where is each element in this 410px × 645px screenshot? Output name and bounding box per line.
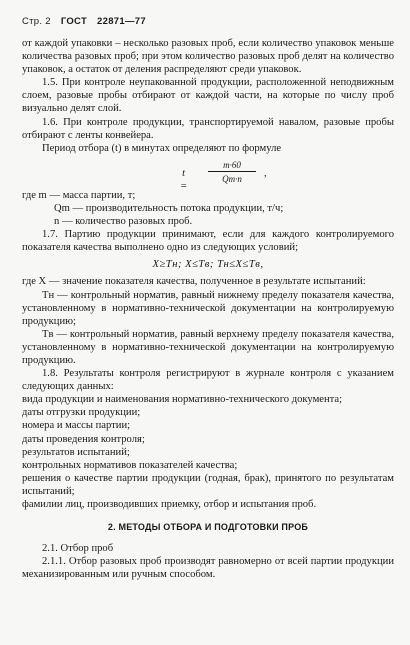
page-header (22, 16, 153, 27)
standard-number: 22871—77 (97, 16, 146, 27)
list-item: решения о качестве партии продукции (годная, брак), принятого по результатам испытаний; (22, 472, 394, 497)
where-q: Qm — производительность потока продукции, т/ч; (54, 202, 284, 214)
journal-items-list (22, 393, 394, 511)
where-n: n — количество разовых проб. (54, 216, 193, 228)
paragraph-1-7: 1.7. Партию продукции принимают, если для каждого контролируемого показателя качества выполнено одно из следующих условий; (22, 229, 394, 254)
subsection-2-1: 2.1. Отбор проб (42, 543, 114, 555)
formula-lhs: t = (180, 167, 188, 192)
document-body (22, 37, 394, 581)
paragraph-1-5: 1.5. При контроле неупакованной продукции, расположенной неподвижным слоем, разовые пробы отбирают от каждой части, на которые по числу проб визуально делят слой. (22, 77, 394, 115)
list-item: вида продукции и наименования нормативно-технического документа; (22, 394, 343, 406)
where-m: где m — масса партии, т; (22, 189, 136, 201)
list-item: фамилии лиц, производивших приемку, отбор и испытания проб. (22, 499, 317, 510)
formula-comma: , (264, 167, 267, 179)
paragraph-2-1-1: 2.1.1. Отбор разовых проб производят равномерно от всей партии продукции механизированным или ручным способом. (22, 556, 394, 581)
period-formula-intro: Период отбора (t) в минутах определяют по формуле (42, 142, 282, 154)
list-item: номера и массы партии; (22, 420, 131, 432)
page-number: Стр. 2 (22, 16, 51, 27)
formula-denominator: Qm·n (222, 173, 242, 184)
standard-label: ГОСТ (60, 16, 88, 27)
section-title: 2. МЕТОДЫ ОТБОРА И ПОДГОТОВКИ ПРОБ (107, 522, 309, 533)
tn-definition: Tн — контрольный норматив, равный нижнему пределу показателя качества, установленному в нормативно-технической документации на контролируемую продукцию; (22, 289, 394, 327)
list-item: контрольных нормативов показателей качества; (22, 459, 238, 471)
period-formula (22, 159, 394, 192)
list-item: результатов испытаний; (22, 446, 130, 458)
paragraph-continuation: от каждой упаковки – несколько разовых проб, если количество упаковок меньше количества разовых проб; при этом количество разовых проб делят на количество упаковок, а остаток от деления распределяют среди упаковок. (22, 38, 394, 76)
inequality-conditions: X≥Tн; X≤Tв; Tн≤X≤Tв, (152, 259, 264, 271)
where-x: где X — значение показателя качества, полученное в результате испытаний: (22, 276, 366, 288)
list-item: даты отгрузки продукции; (22, 407, 141, 419)
tv-definition: Tв — контрольный норматив, равный верхнему пределу показателя качества, установленному в нормативно-технической документации на контролируемую продукцию. (22, 328, 394, 366)
fraction-bar (208, 171, 256, 172)
paragraph-1-6: 1.6. При контроле продукции, транспортируемой навалом, разовые пробы отбирают с ленты конвейера. (22, 116, 394, 141)
list-item: даты проведения контроля; (22, 433, 145, 445)
formula-numerator: m·60 (223, 159, 241, 170)
paragraph-1-8: 1.8. Результаты контроля регистрируют в журнале контроля с указанием следующих данных: (22, 368, 394, 393)
